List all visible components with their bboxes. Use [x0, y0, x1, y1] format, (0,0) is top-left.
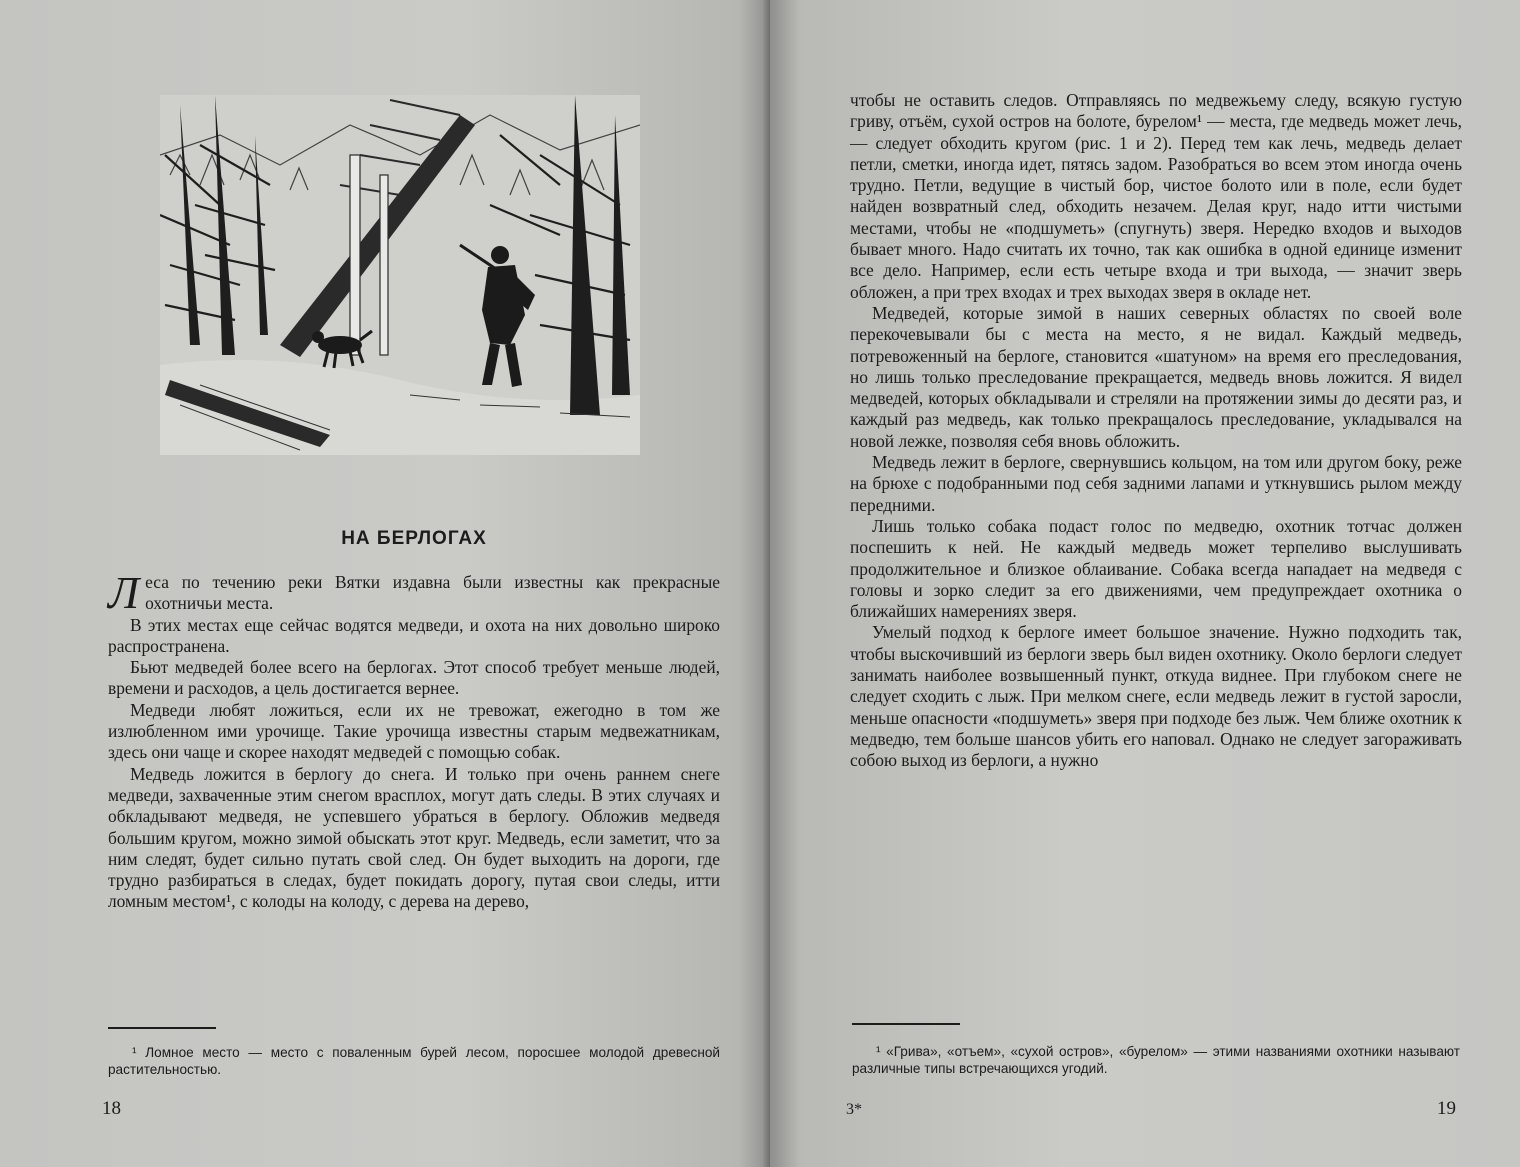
paragraph — [108, 567, 720, 618]
paragraph: Медведь лежит в берлоге, свернувшись кольцом, на том или другом боку, реже на брюхе с подобранными под себя задними лапами и уткнувшись рылом между передними. — [850, 452, 1462, 515]
left-footnote — [108, 1044, 720, 1078]
hunting-illustration — [160, 95, 640, 455]
paragraph: Медведь ложится в берлогу до снега. И только при очень раннем снеге медведи, захваченные этим снегом врасплох, могут дать следы. В этих случаях и обкладывают медведя, не успевшего убраться в берлогу. Обложив медведя большим кругом, можно зимой обыскать этот круг. Медведь, если заметит, что за ним следят, будет сильно путать свой след. Он будет выходить на дороги, где трудно разбираться в следах, будет покидать дорогу, путая свои следы, итти ломным местом¹, с колоды на колоду, с дерева на дерево, — [108, 763, 720, 912]
paragraph: чтобы не оставить следов. Отправляясь по медвежьему следу, всякую густую гриву, отъём, сухой остров на болоте, бурелом¹ — места, где медведь может лечь, — следует обходить кругом (рис. 1 и 2). Перед тем как лечь, медведь делает петли, сметки, иногда идет, пятясь задом. Разобраться во всем этом иногда очень трудно. Петли, ведущие в чистый бор, чистое болото или в поле, если будет найден возвратный след, обходить незачем. Делая круг, надо итти чистыми местами, чтобы не «подшуметь» (спугнуть) зверя. Нередко входов и выходов бывает много. Надо считать их точно, так как ошибка в одной единице изменит все дело. Например, если есть четыре входа и три выхода, — значит зверь обложен, а при трех входах и трех выходах зверя в окладе нет. — [850, 90, 1462, 302]
paragraph: Лишь только собака подаст голос по медведю, охотник тотчас должен поспешить к ней. Не каждый медведь может терпеливо выслушивать продолжительное и близкое облаивание. Собака всегда нападает на медведя с головы и зорко следит за его движениями, чем предупреждает охотника о ближайших намерениях зверя. — [850, 515, 1462, 622]
page-number-right: 19 — [1437, 1098, 1456, 1119]
footnote-text: ¹ «Грива», «отъем», «сухой остров», «бурелом» — этими названиями охотники называют различные типы встречающихся угодий. — [852, 1044, 1460, 1076]
footnote-text: ¹ Ломное место — место с поваленным бурей лесом, поросшее молодой древесной растительностью. — [108, 1045, 720, 1077]
paragraph-text: еса по течению реки Вятки издавна были известны как прекрасные охотничьи места. — [145, 572, 720, 614]
paragraph: Медведи любят ложиться, если их не тревожат, ежегодно в том же излюбленном ими урочище. Такие урочища известны старым медвежатникам, здесь они чаще и скорее находят медведей с помощью собак. — [108, 699, 720, 763]
chapter-title: НА БЕРЛОГАХ — [341, 528, 487, 549]
paragraph: В этих местах еще сейчас водятся медведи, и охота на них довольно широко распространена. — [108, 614, 720, 656]
right-page-body — [850, 90, 1462, 772]
drop-cap: Л — [108, 567, 140, 618]
right-footnote — [852, 1043, 1460, 1077]
paragraph: Бьют медведей более всего на берлогах. Этот способ требует меньше людей, времени и расходов, а цель достигается вернее. — [108, 657, 720, 699]
paragraph: Умелый подход к берлоге имеет большое значение. Нужно подходить так, чтобы выскочивший из берлоги зверь был виден охотнику. Около берлоги следует занимать наиболее возвышенный пункт, откуда виднее. При глубоком снеге не следует сходить с лыж. При мелком снеге, если медведь лежит в густой заросли, меньше опасности «подшуметь» зверя при подходе без лыж. Чем ближе охотник к медведю, тем больше шансов убить его наповал. Однако не следует загораживать собою выход из берлоги, а нужно — [850, 622, 1462, 771]
footnote-divider — [852, 1023, 960, 1025]
paragraph: Медведей, которые зимой в наших северных областях по своей воле перекочевывали бы с места на место, я не видал. Каждый медведь, потревоженный на берлоге, становится «шатуном» на время его преследования, но лишь только преследование прекращается, медведь вновь ложится. Я видел медведей, которых обкладывали и стреляли на протяжении зимы до десяти раз, и каждый раз медведь, как только прекращалось преследование, укладывался на новой лежке, позволяя себя вновь обложить. — [850, 302, 1462, 451]
printer-signature: 3* — [846, 1101, 862, 1118]
page-number-left: 18 — [102, 1098, 121, 1119]
left-page-body — [108, 567, 720, 913]
footnote-divider — [108, 1027, 216, 1029]
